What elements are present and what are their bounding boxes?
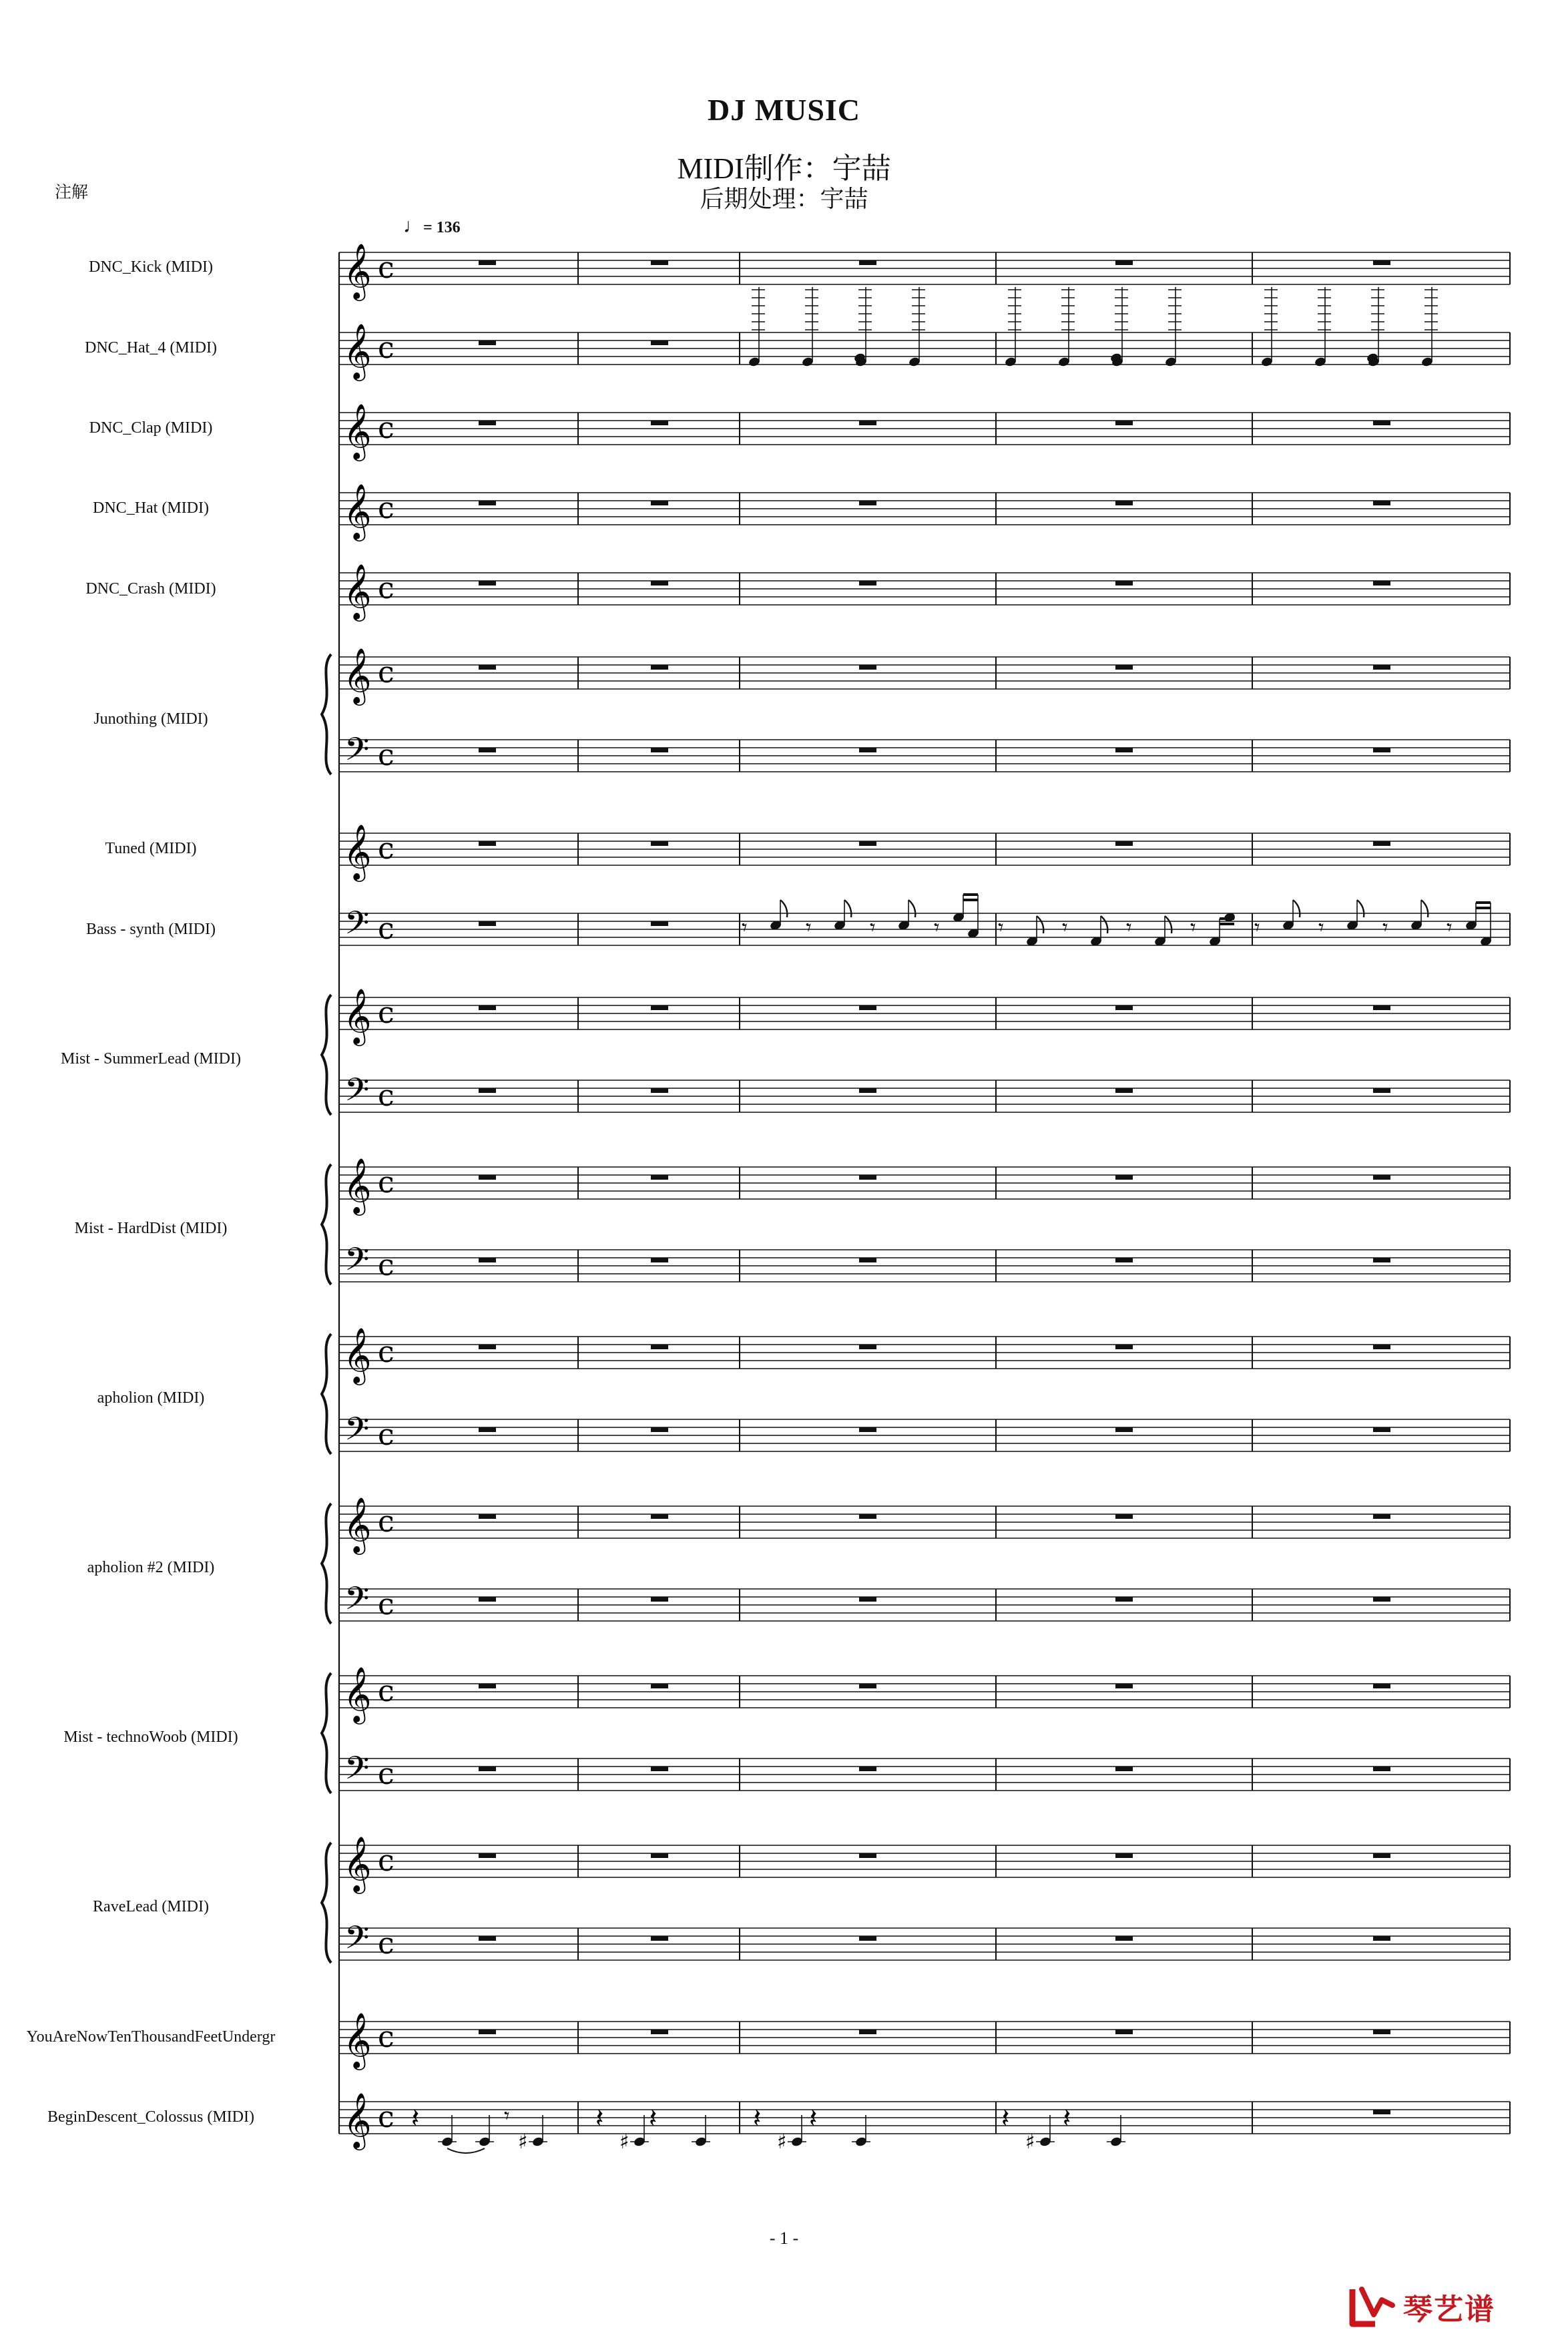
whole-rest [1115,665,1133,670]
instrument-label-summerlead: Mist - SummerLead (MIDI) [61,1050,241,1068]
quarter-note-icon: ♩ [403,215,423,237]
instrument-label-dnc-hat-4: DNC_Hat_4 (MIDI) [85,339,217,357]
whole-rest [859,748,876,752]
instrument-label-harddist: Mist - HardDist (MIDI) [74,1220,228,1237]
common-time-signature: c [378,1248,395,1282]
bass-clef-icon: 𝄢 [344,1071,370,1116]
common-time-signature: c [378,2020,395,2054]
whole-rest [1373,1853,1390,1858]
whole-rest [1373,665,1390,670]
instrument-label-begindescent: BeginDescent_Colossus (MIDI) [47,2108,254,2126]
bass-clef-icon: 𝄢 [344,1240,370,1286]
whole-rest [1115,748,1133,752]
treble-clef-icon: 𝄞 [343,403,372,459]
eighth-rest: 𝄾 [742,915,748,940]
whole-rest [1373,501,1390,505]
whole-rest [859,1175,876,1180]
whole-rest [1115,1427,1133,1432]
common-time-signature: c [378,571,395,606]
bass-clef-icon: 𝄢 [344,730,370,776]
whole-rest [479,841,496,846]
whole-rest [479,1088,496,1093]
whole-rest [1115,1767,1133,1771]
whole-rest [1373,1597,1390,1602]
whole-rest [479,1258,496,1262]
note-flag [1357,900,1364,917]
whole-rest [651,748,668,752]
bass-clef-icon: 𝄢 [344,904,370,949]
note-flag [1037,916,1043,933]
instrument-label-ravelead: RaveLead (MIDI) [93,1898,209,1915]
whole-rest [1115,260,1133,265]
sharp-icon: ♯ [1025,2130,1035,2154]
post-processing-credit: 后期处理：宇喆 [700,186,868,212]
whole-rest [479,1853,496,1858]
whole-rest [479,1684,496,1688]
whole-rest [479,1936,496,1941]
instrument-label-dnc-crash: DNC_Crash (MIDI) [85,580,216,598]
whole-rest [1373,1684,1390,1688]
whole-rest [859,1345,876,1349]
treble-clef-icon: 𝄞 [343,2012,372,2068]
quarter-rest: 𝄽 [1063,2103,1071,2134]
grand-staff-brace [322,1334,331,1454]
quarter-rest: 𝄽 [411,2103,420,2134]
whole-rest [1115,1853,1133,1858]
quarter-rest: 𝄽 [753,2103,762,2134]
whole-rest [479,1005,496,1010]
whole-rest [859,581,876,586]
treble-clef-icon: 𝄞 [343,1835,372,1891]
grand-staff-brace [322,654,331,774]
whole-rest [859,1597,876,1602]
eighth-rest: 𝄾 [1190,915,1196,940]
whole-rest [859,841,876,846]
common-time-signature: c [378,331,395,365]
whole-rest [859,2030,876,2034]
whole-rest [479,1345,496,1349]
whole-rest [1115,2030,1133,2034]
whole-rest [1115,501,1133,505]
whole-rest [859,1514,876,1519]
common-time-signature: c [378,1505,395,1539]
whole-rest [1373,421,1390,425]
whole-rest [651,260,668,265]
whole-rest [1373,1767,1390,1771]
tempo-value: = 136 [423,219,461,236]
quarter-rest: 𝄽 [1001,2103,1010,2134]
quarter-rest: 𝄽 [809,2103,818,2134]
instrument-label-dnc-clap: DNC_Clap (MIDI) [89,419,213,437]
common-time-signature: c [378,1927,395,1961]
eighth-rest: 𝄾 [870,915,876,940]
whole-rest [479,1514,496,1519]
whole-rest [1373,1345,1390,1349]
whole-rest [651,1005,668,1010]
treble-clef-icon: 𝄞 [343,647,372,703]
common-time-signature: c [378,1418,395,1452]
whole-rest [651,581,668,586]
common-time-signature: c [378,1844,395,1878]
instrument-label-apholion: apholion (MIDI) [97,1389,205,1407]
common-time-signature: c [378,411,395,445]
common-time-signature: c [378,996,395,1030]
eighth-rest: 𝄾 [806,915,812,940]
whole-rest [1115,1684,1133,1688]
whole-rest [1373,1088,1390,1093]
whole-rest [1373,748,1390,752]
eighth-rest: 𝄾 [1126,915,1132,940]
whole-rest [479,501,496,505]
common-time-signature: c [378,251,395,285]
sharp-icon: ♯ [518,2130,528,2154]
whole-rest [651,1345,668,1349]
whole-rest [1373,841,1390,846]
common-time-signature: c [378,491,395,525]
whole-rest [651,340,668,345]
grand-staff-brace [322,1673,331,1793]
treble-clef-icon: 𝄞 [343,322,372,379]
whole-rest [1373,1936,1390,1941]
whole-rest [479,2030,496,2034]
sharp-icon: ♯ [619,2130,629,2154]
score-title: DJ MUSIC [707,93,861,127]
instrument-label-technowoob: Mist - technoWoob (MIDI) [63,1728,238,1746]
whole-rest [1373,2030,1390,2034]
eighth-rest: 𝄾 [504,2103,510,2128]
whole-rest [1115,1597,1133,1602]
whole-rest [651,1514,668,1519]
common-time-signature: c [378,832,395,866]
whole-rest [1373,1175,1390,1180]
whole-rest [479,421,496,425]
note-flag [780,900,787,917]
treble-clef-icon: 𝄞 [343,1666,372,1722]
whole-rest [651,1258,668,1262]
whole-rest [1115,1088,1133,1093]
whole-rest [1373,1258,1390,1262]
common-time-signature: c [378,1079,395,1113]
grand-staff-brace [322,1503,331,1624]
whole-rest [859,421,876,425]
whole-rest [859,1684,876,1688]
eighth-rest: 𝄾 [934,915,940,940]
whole-rest [859,1853,876,1858]
note-flag [1101,916,1107,933]
note-flag [1293,900,1300,917]
whole-rest [651,1175,668,1180]
quarter-rest: 𝄽 [595,2103,604,2134]
eighth-rest: 𝄾 [1254,915,1260,940]
whole-rest [859,260,876,265]
whole-rest [859,1936,876,1941]
whole-rest [651,1936,668,1941]
whole-rest [651,921,668,926]
instrument-label-dnc-hat: DNC_Hat (MIDI) [93,499,209,517]
instrument-label-junothing: Junothing (MIDI) [93,710,208,728]
whole-rest [651,1684,668,1688]
whole-rest [479,1597,496,1602]
whole-rest [479,748,496,752]
whole-rest [479,581,496,586]
common-time-signature: c [378,1757,395,1791]
sharp-icon: ♯ [777,2130,787,2154]
whole-rest [859,1088,876,1093]
logo-mark-icon [1348,2285,1398,2328]
annotation-label: 注解 [55,184,89,202]
common-time-signature: c [378,912,395,946]
tie [447,2148,485,2153]
treble-clef-icon: 𝄞 [343,563,372,619]
bass-clef-icon: 𝄢 [344,1410,370,1455]
whole-rest [859,501,876,505]
whole-rest [1373,1427,1390,1432]
whole-rest [859,1767,876,1771]
treble-clef-icon: 𝄞 [343,242,372,298]
whole-rest [479,340,496,345]
common-time-signature: c [378,2100,395,2134]
whole-rest [1115,841,1133,846]
eighth-rest: 𝄾 [1447,915,1453,940]
bass-clef-icon: 𝄢 [344,1580,370,1625]
instrument-label-ten-thousand-feet: YouAreNowTenThousandFeetUndergr [26,2028,276,2046]
logo-text: 琴艺谱 [1403,2293,1495,2327]
whole-rest [1115,1258,1133,1262]
whole-rest [859,1005,876,1010]
whole-rest [859,1258,876,1262]
whole-rest [1373,1005,1390,1010]
whole-rest [1115,1005,1133,1010]
whole-rest [651,1427,668,1432]
instrument-label-apholion-2: apholion #2 (MIDI) [87,1559,215,1576]
whole-rest [479,1767,496,1771]
whole-rest [1115,421,1133,425]
page-number: - 1 - [769,2229,799,2248]
instrument-label-tuned: Tuned (MIDI) [105,840,197,857]
instrument-label-dnc-kick: DNC_Kick (MIDI) [89,258,213,276]
site-logo [1348,2283,1495,2330]
whole-rest [1115,1936,1133,1941]
instrument-label-bass-synth: Bass - synth (MIDI) [86,921,216,938]
grand-staff-brace [322,1164,331,1284]
whole-rest [1115,1345,1133,1349]
whole-rest [1115,1175,1133,1180]
note-flag [1421,900,1428,917]
bass-clef-icon: 𝄢 [344,1919,370,1964]
whole-rest [859,1427,876,1432]
note-flag [908,900,915,917]
whole-rest [651,1597,668,1602]
note-flag [844,900,851,917]
treble-clef-icon: 𝄞 [343,1496,372,1552]
eighth-rest: 𝄾 [1318,915,1324,940]
eighth-rest: 𝄾 [1062,915,1068,940]
eighth-rest: 𝄾 [1382,915,1388,940]
whole-rest [651,2030,668,2034]
common-time-signature: c [378,1166,395,1200]
note-flag [1165,916,1171,933]
whole-rest [651,841,668,846]
quarter-rest: 𝄽 [649,2103,658,2134]
treble-clef-icon: 𝄞 [343,1327,372,1383]
whole-rest [651,1088,668,1093]
whole-rest [1373,2110,1390,2114]
common-time-signature: c [378,656,395,690]
treble-clef-icon: 𝄞 [343,483,372,539]
treble-clef-icon: 𝄞 [343,1157,372,1213]
whole-rest [651,1767,668,1771]
whole-rest [651,1853,668,1858]
whole-rest [859,665,876,670]
common-time-signature: c [378,1335,395,1369]
whole-rest [651,665,668,670]
whole-rest [1115,1514,1133,1519]
treble-clef-icon: 𝄞 [343,823,372,879]
treble-clef-icon: 𝄞 [343,2092,372,2148]
whole-rest [479,665,496,670]
whole-rest [1373,1514,1390,1519]
grand-staff-brace [322,995,331,1115]
treble-clef-icon: 𝄞 [343,987,372,1043]
whole-rest [1115,581,1133,586]
midi-credit: MIDI制作：宇喆 [677,152,891,185]
whole-rest [479,1427,496,1432]
whole-rest [651,421,668,425]
grand-staff-brace [322,1843,331,1963]
bass-clef-icon: 𝄢 [344,1749,370,1795]
common-time-signature: c [378,1588,395,1622]
common-time-signature: c [378,738,395,772]
whole-rest [479,1175,496,1180]
common-time-signature: c [378,1674,395,1708]
whole-rest [1373,260,1390,265]
eighth-rest: 𝄾 [998,915,1004,940]
whole-rest [651,501,668,505]
whole-rest [1373,581,1390,586]
whole-rest [479,260,496,265]
whole-rest [479,921,496,926]
